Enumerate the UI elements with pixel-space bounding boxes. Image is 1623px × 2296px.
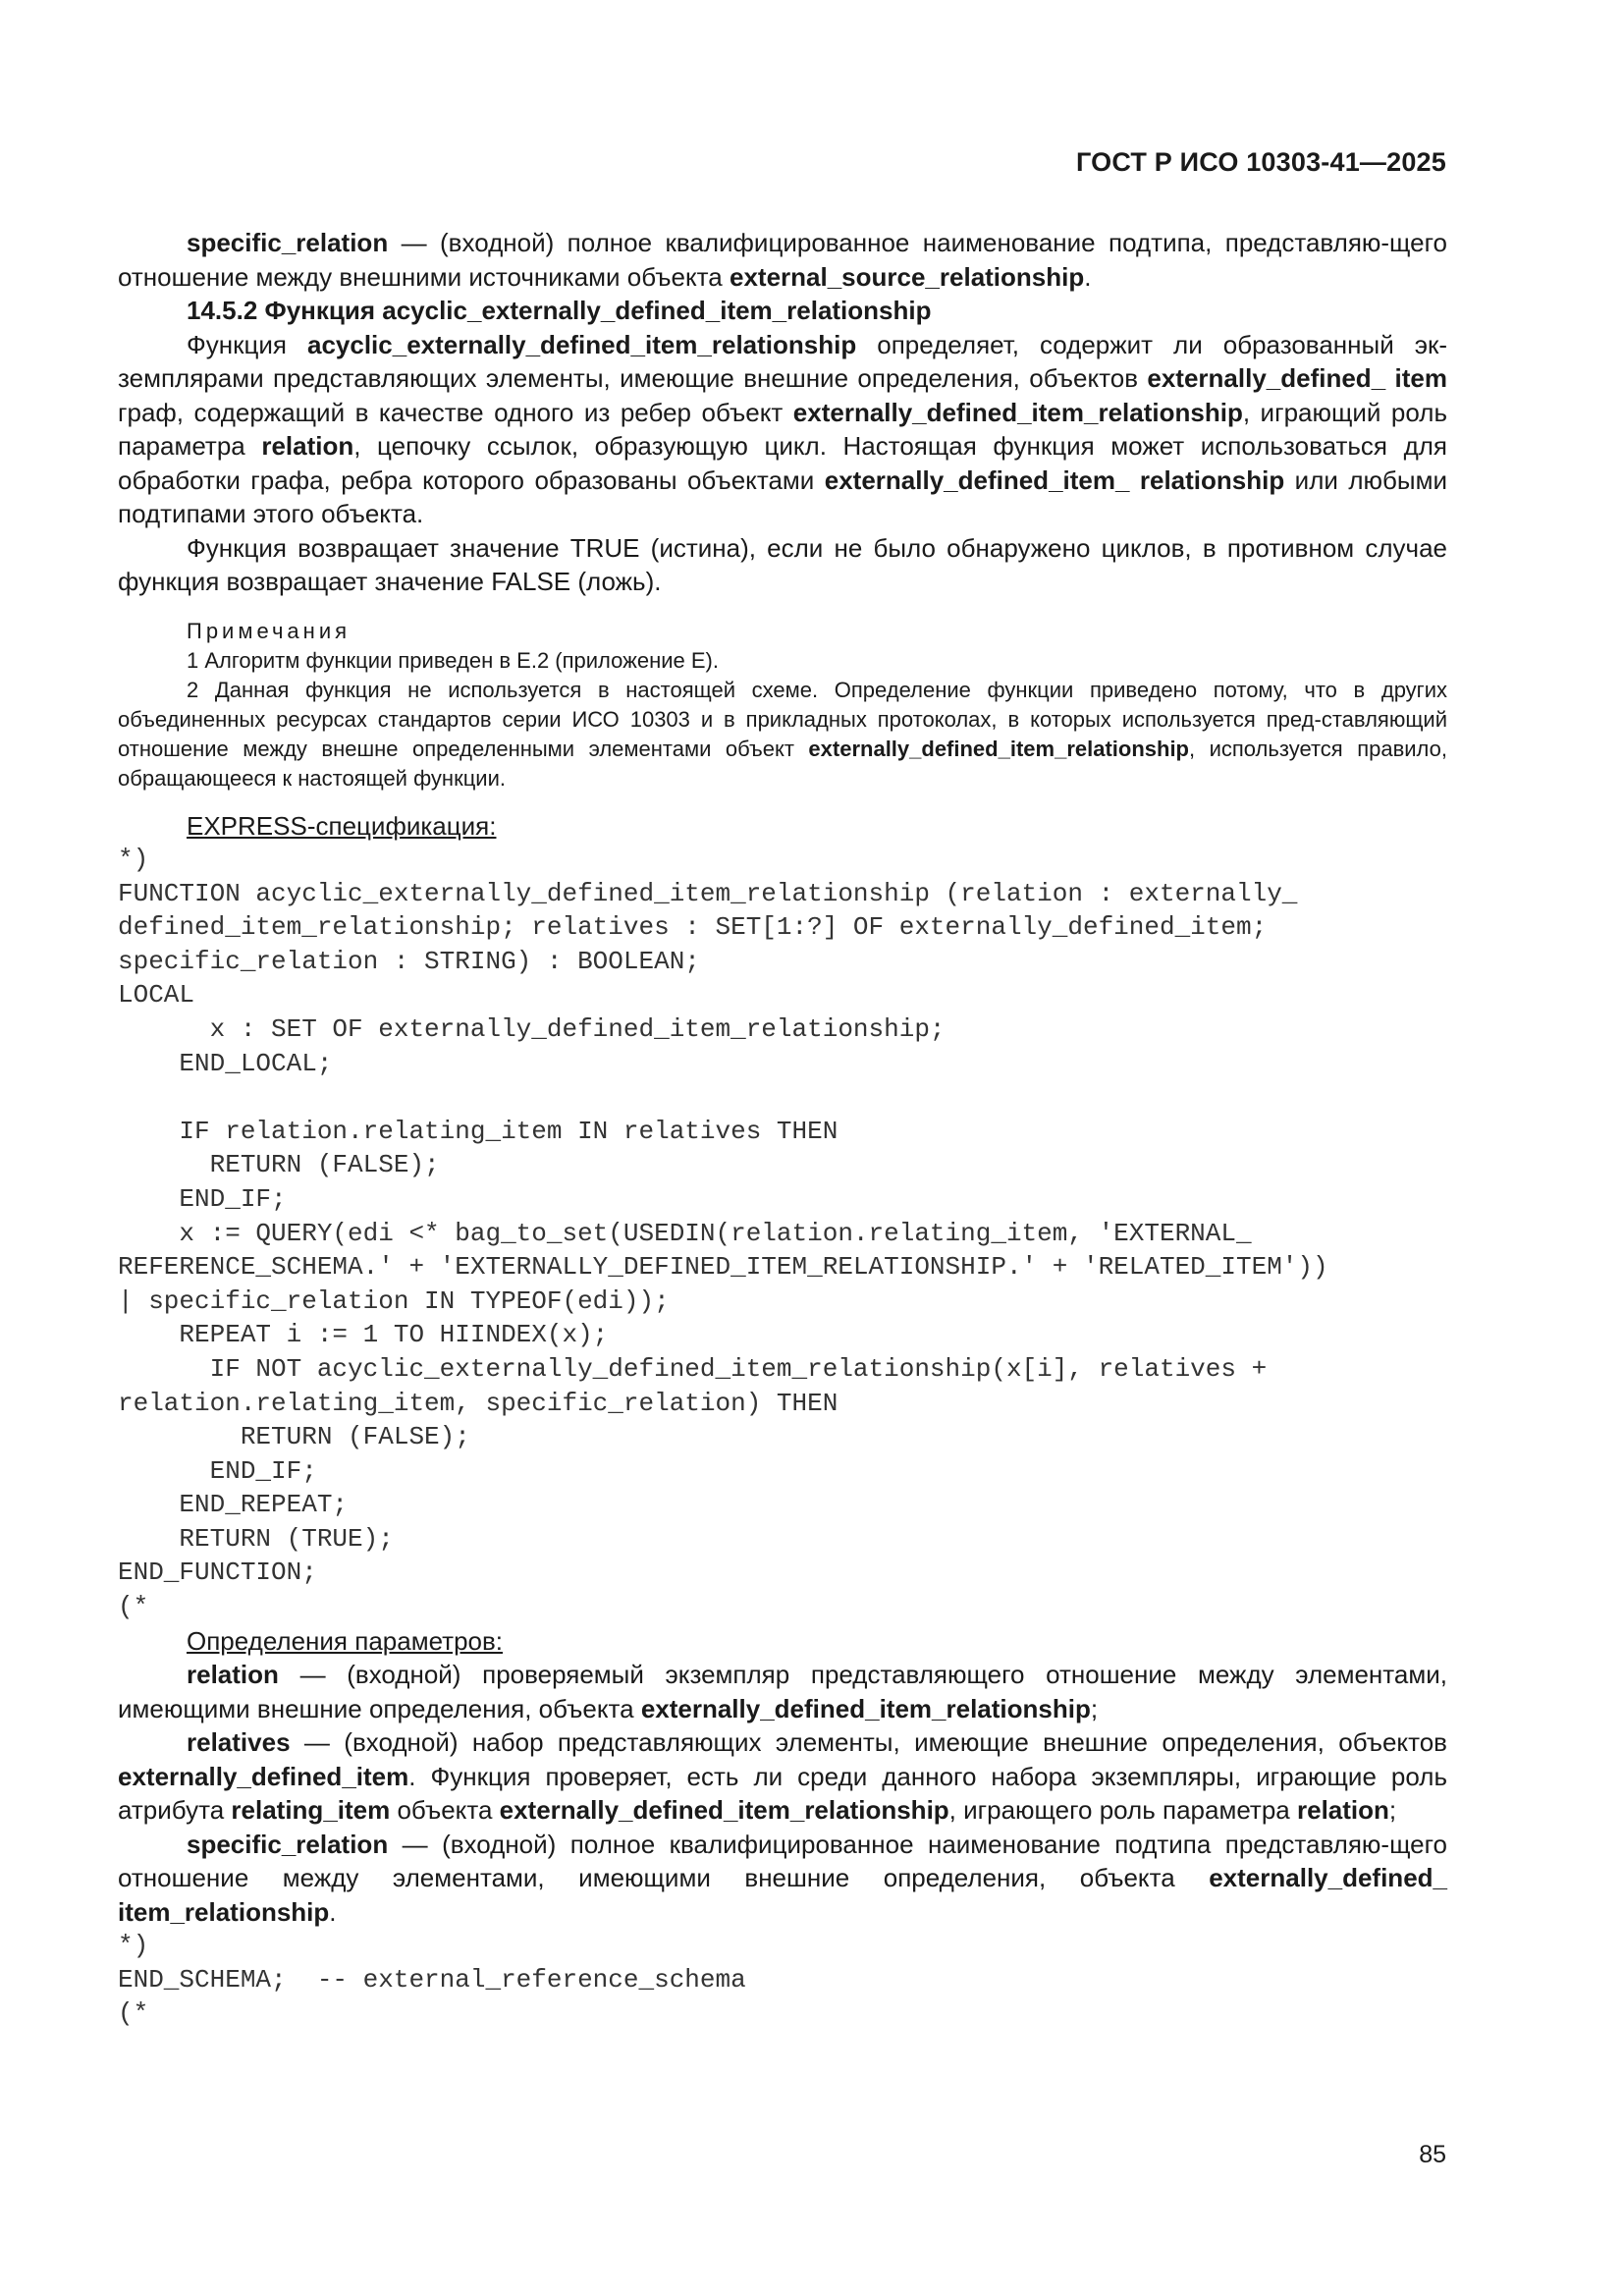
text: ; [1388, 1795, 1397, 1826]
parameter-definitions-label [118, 1624, 1447, 1659]
schema-end-code-block: *) END_SCHEMA; -- external_reference_schema (* [118, 1931, 746, 2029]
term: externally_defined_ item_relationship [118, 1863, 1447, 1927]
text: — (входной) набор представляющих элементы, имеющие внешние определения, объектов [290, 1727, 1447, 1758]
note-2 [118, 676, 1447, 793]
term: specific_relation [187, 228, 389, 257]
text: , играющий роль параметра [118, 397, 1447, 461]
param-specific-relation [118, 1828, 1447, 1930]
express-spec-label [118, 809, 1447, 844]
term: relation [261, 431, 354, 461]
term: relatives [187, 1727, 291, 1758]
term: externally_defined_item_relationship [640, 1693, 1091, 1723]
function-description-paragraph [118, 328, 1447, 531]
term: externally_defined_item_relationship [499, 1795, 949, 1826]
term: externally_defined_item [118, 1761, 409, 1791]
text: граф, содержащий в качестве одного из ребер объект [118, 397, 793, 427]
term: relating_item [231, 1795, 391, 1826]
param-relation [118, 1658, 1447, 1725]
text: . [1084, 261, 1092, 292]
text: Функция [187, 329, 307, 359]
text: — (входной) полное квалифицированное наименование подтипа представляю-щего отношение между элементами, имеющими внешние определения, объекта [118, 1829, 1447, 1893]
text: 2 Данная функция не используется в настоящей схеме. Определение функции приведено потому, что в других объединенных ресурсах стандартов серии ИСО 10303 и в прикладных протоколах, в которых используется пред-ставляющий отношение между внешне определенными элементами объект [118, 677, 1447, 761]
return-value-paragraph: Функция возвращает значение TRUE (истина), если не было обнаружено циклов, в противном случае функция возвращает значение FALSE (ложь). [118, 532, 1447, 596]
intro-paragraph [118, 226, 1447, 294]
text: ; [1090, 1693, 1099, 1723]
notes-title: Примечания [187, 618, 352, 643]
notes-block [118, 617, 1447, 793]
document-header: ГОСТ Р ИСО 10303-41—2025 [1076, 147, 1446, 177]
text: — (входной) проверяемый экземпляр представляющего отношение между элементами, имеющими внешние определения, объекта [118, 1660, 1447, 1723]
text: — (входной) полное квалифицированное наименование подтипа, представляю-щего отношение между внешними источниками объекта [118, 228, 1447, 292]
text: . [329, 1896, 337, 1927]
document-body [118, 226, 1447, 2031]
page-number: 85 [1419, 2141, 1446, 2168]
text: , цепочку ссылок, образующую цикл. Настоящая функция может использоваться для обработки графа, ребра которого образованы объектами [118, 431, 1447, 495]
note-1: 1 Алгоритм функции приведен в Е.2 (приложение Е). [187, 647, 719, 673]
text: , используется правило, обращающееся к настоящей функции. [118, 736, 1447, 791]
term: relation [1296, 1795, 1389, 1826]
term: externally_defined_item_relationship [808, 736, 1189, 761]
term: acyclic_externally_defined_item_relationship [306, 329, 857, 359]
text: объекта [390, 1795, 500, 1826]
label-text: Определения параметров: [187, 1625, 504, 1656]
label-text: EXPRESS-спецификация: [187, 810, 497, 841]
term: externally_defined_item_ relationship [824, 465, 1285, 495]
term: external_source_relationship [729, 261, 1085, 292]
term: externally_defined_ item [1147, 363, 1447, 393]
section-heading: 14.5.2 Функция acyclic_externally_defined_item_relationship [187, 296, 932, 325]
term: relation [187, 1660, 279, 1690]
text: . Функция проверяет, есть ли среди данного набора экземпляры, играющие роль атрибута [118, 1761, 1447, 1826]
param-relatives [118, 1725, 1447, 1828]
text: , играющего роль параметра [948, 1795, 1297, 1826]
term: specific_relation [187, 1829, 389, 1859]
text: или любыми подтипами этого объекта. [118, 465, 1447, 528]
express-code-block: *) FUNCTION acyclic_externally_defined_item_relationship (relation : externally_ defined_item_relationship; relatives : SET[1:?] OF externally_defined_item; specific_relation : STRING) : BOOLEAN; LOCAL x : SET OF externally_defined_item_relationship; END_LOCAL; IF relation.relating_item IN relatives THEN RETURN (FALSE); END_IF; x := QUERY(edi <* bag_to_set(USEDIN(relation.relating_item, 'EXTERNAL_ REFERENCE_SCHEMA.' + 'EXTERNALLY_DEFINED_ITEM_RELATIONSHIP.' + 'RELATED_ITEM')) | specific_relation IN TYPEOF(edi)); REPEAT i := 1 TO HIINDEX(x); IF NOT acyclic_externally_defined_item_relationship(x[i], relatives + relation.relating_item, specific_relation) THEN RETURN (FALSE); END_IF; END_REPEAT; RETURN (TRUE); END_FUNCTION; (* [118, 845, 1328, 1622]
text: определяет, содержит ли образованный эк-земплярами представляющих элементы, имеющие внешние определения, объектов [118, 329, 1448, 393]
term: externally_defined_item_relationship [792, 397, 1243, 427]
